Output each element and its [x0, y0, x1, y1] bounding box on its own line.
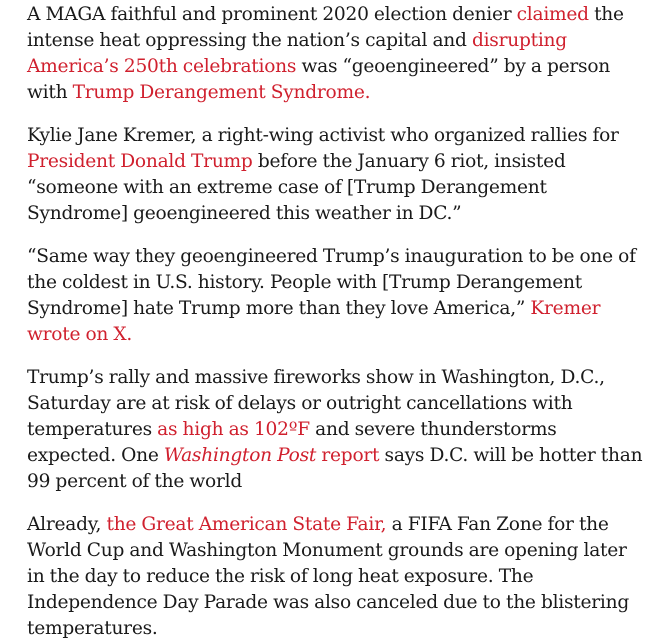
- link-publication-name: Washington Post: [163, 445, 317, 466]
- link-as-high-as-102f[interactable]: as high as 102ºF: [157, 419, 310, 440]
- paragraph-text: Kylie Jane Kremer, a right-wing activist who organized rallies for: [27, 125, 619, 146]
- link-kremer-wrote-on-x[interactable]: Kremer wrote on X.: [27, 298, 601, 345]
- link-washington-post-report[interactable]: [164, 445, 379, 466]
- paragraph-text: before the January 6 riot, insisted “someone with an extreme case of [Trump Derangement Syndrome] geoengineered this weather in DC.”: [27, 151, 566, 224]
- link-trump-derangement-syndrome[interactable]: Trump Derangement Syndrome.: [72, 82, 371, 103]
- paragraph-text: the intense heat oppressing the nation’s capital and: [27, 4, 624, 51]
- link-claimed[interactable]: claimed: [516, 4, 589, 25]
- link-suffix: report: [316, 445, 380, 466]
- link-great-american-state-fair[interactable]: the Great American State Fair,: [106, 514, 387, 535]
- paragraph-1: [27, 2, 647, 106]
- paragraph-3: [27, 244, 647, 348]
- link-disrupting-celebrations[interactable]: disrupting America’s 250th celebrations: [27, 30, 567, 77]
- paragraph-2: [27, 123, 647, 227]
- link-president-donald-trump[interactable]: President Donald Trump: [27, 151, 253, 172]
- paragraph-text: “Same way they geoengineered Trump’s inauguration to be one of the coldest in U.S. history. People with [Trump Derangement Syndrome] hate Trump more than they love America,”: [27, 246, 636, 319]
- paragraph-4: [27, 365, 647, 495]
- paragraph-text: was “geoengineered” by a person with: [27, 56, 610, 103]
- paragraph-text: Trump’s rally and massive fireworks show in Washington, D.C., Saturday are at risk of delays or outright cancellations with temperatures: [27, 367, 605, 440]
- paragraph-text: and severe thunderstorms expected. One: [27, 419, 557, 466]
- paragraph-text: Already,: [27, 514, 107, 535]
- paragraph-text: A MAGA faithful and prominent 2020 election denier: [27, 4, 517, 25]
- paragraph-5: [27, 512, 647, 642]
- paragraph-text: a FIFA Fan Zone for the World Cup and Washington Monument grounds are opening later in the day to reduce the risk of long heat exposure. The Independence Day Parade was also canceled due to the blistering temperatures.: [27, 514, 629, 639]
- paragraph-text: says D.C. will be hotter than 99 percent of the world: [27, 445, 643, 492]
